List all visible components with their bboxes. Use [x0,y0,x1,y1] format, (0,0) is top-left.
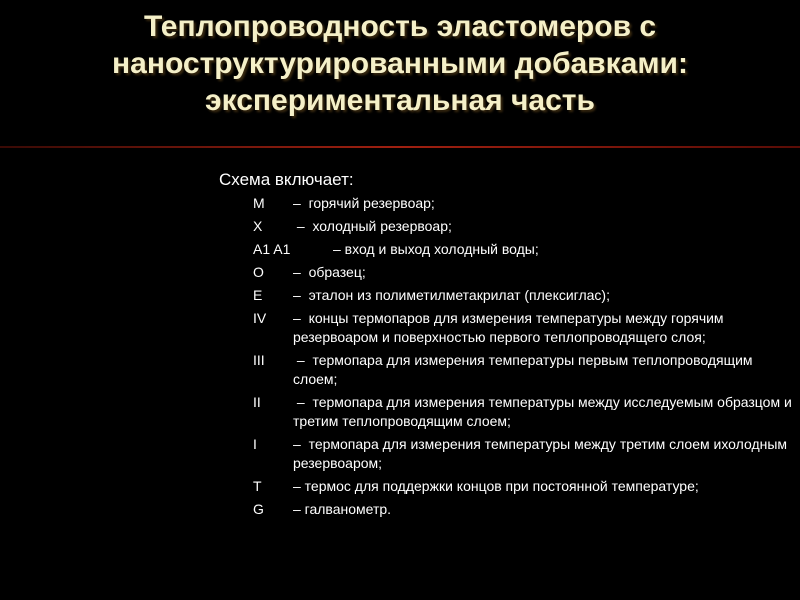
list-item [253,435,793,473]
item-code: E [253,287,263,303]
scheme-legend-list [253,194,796,523]
list-item [253,477,793,496]
item-code: I [253,436,257,452]
item-code: IV [253,310,267,326]
item-code: III [253,352,265,368]
title-divider [0,146,800,148]
item-code: A1 A1 [253,241,291,257]
list-item [253,263,793,282]
item-description: – горячий резервоар; [293,195,435,211]
title-line-2: наноструктурированными добавками: [112,47,688,80]
scheme-intro: Схема включает: [219,170,354,189]
item-description: – концы термопаров для измерения температуры между горячим резервоаром и поверхностью первого теплопроводящего слоя; [293,310,728,345]
list-item [253,286,793,305]
item-description: – термос для поддержки концов при постоянной температуре; [293,478,699,494]
item-description: – вход и выход холодный воды; [333,241,539,257]
list-item [253,393,796,431]
item-description: – галванометр. [293,501,392,517]
item-description: – образец; [293,264,366,280]
list-item [253,500,793,519]
title-line-1: Теплопроводность эластомеров с [143,10,657,43]
list-item [253,194,793,213]
item-description: – термопара для измерения температуры первым теплопроводящим слоем; [293,352,757,387]
item-code: T [253,478,262,494]
list-item [253,309,793,347]
item-description: – холодный резервоар; [293,218,452,234]
item-code: X [253,218,263,234]
list-item [253,240,793,259]
title-line-3: экспериментальная часть [205,84,595,117]
list-item [253,351,793,389]
item-code: O [253,264,264,280]
list-item [253,217,793,236]
item-code: II [253,394,261,410]
item-code: M [253,195,265,211]
item-code: G [253,501,264,517]
item-description: – эталон из полиметилметакрилат (плексиглас); [293,287,610,303]
item-description: – термопара для измерения температуры между третим слоем ихолодным резервоаром; [293,436,791,471]
page-title [0,8,800,119]
item-description: – термопара для измерения температуры между исследуемым образцом и третим теплопроводящим слоем; [293,394,796,429]
